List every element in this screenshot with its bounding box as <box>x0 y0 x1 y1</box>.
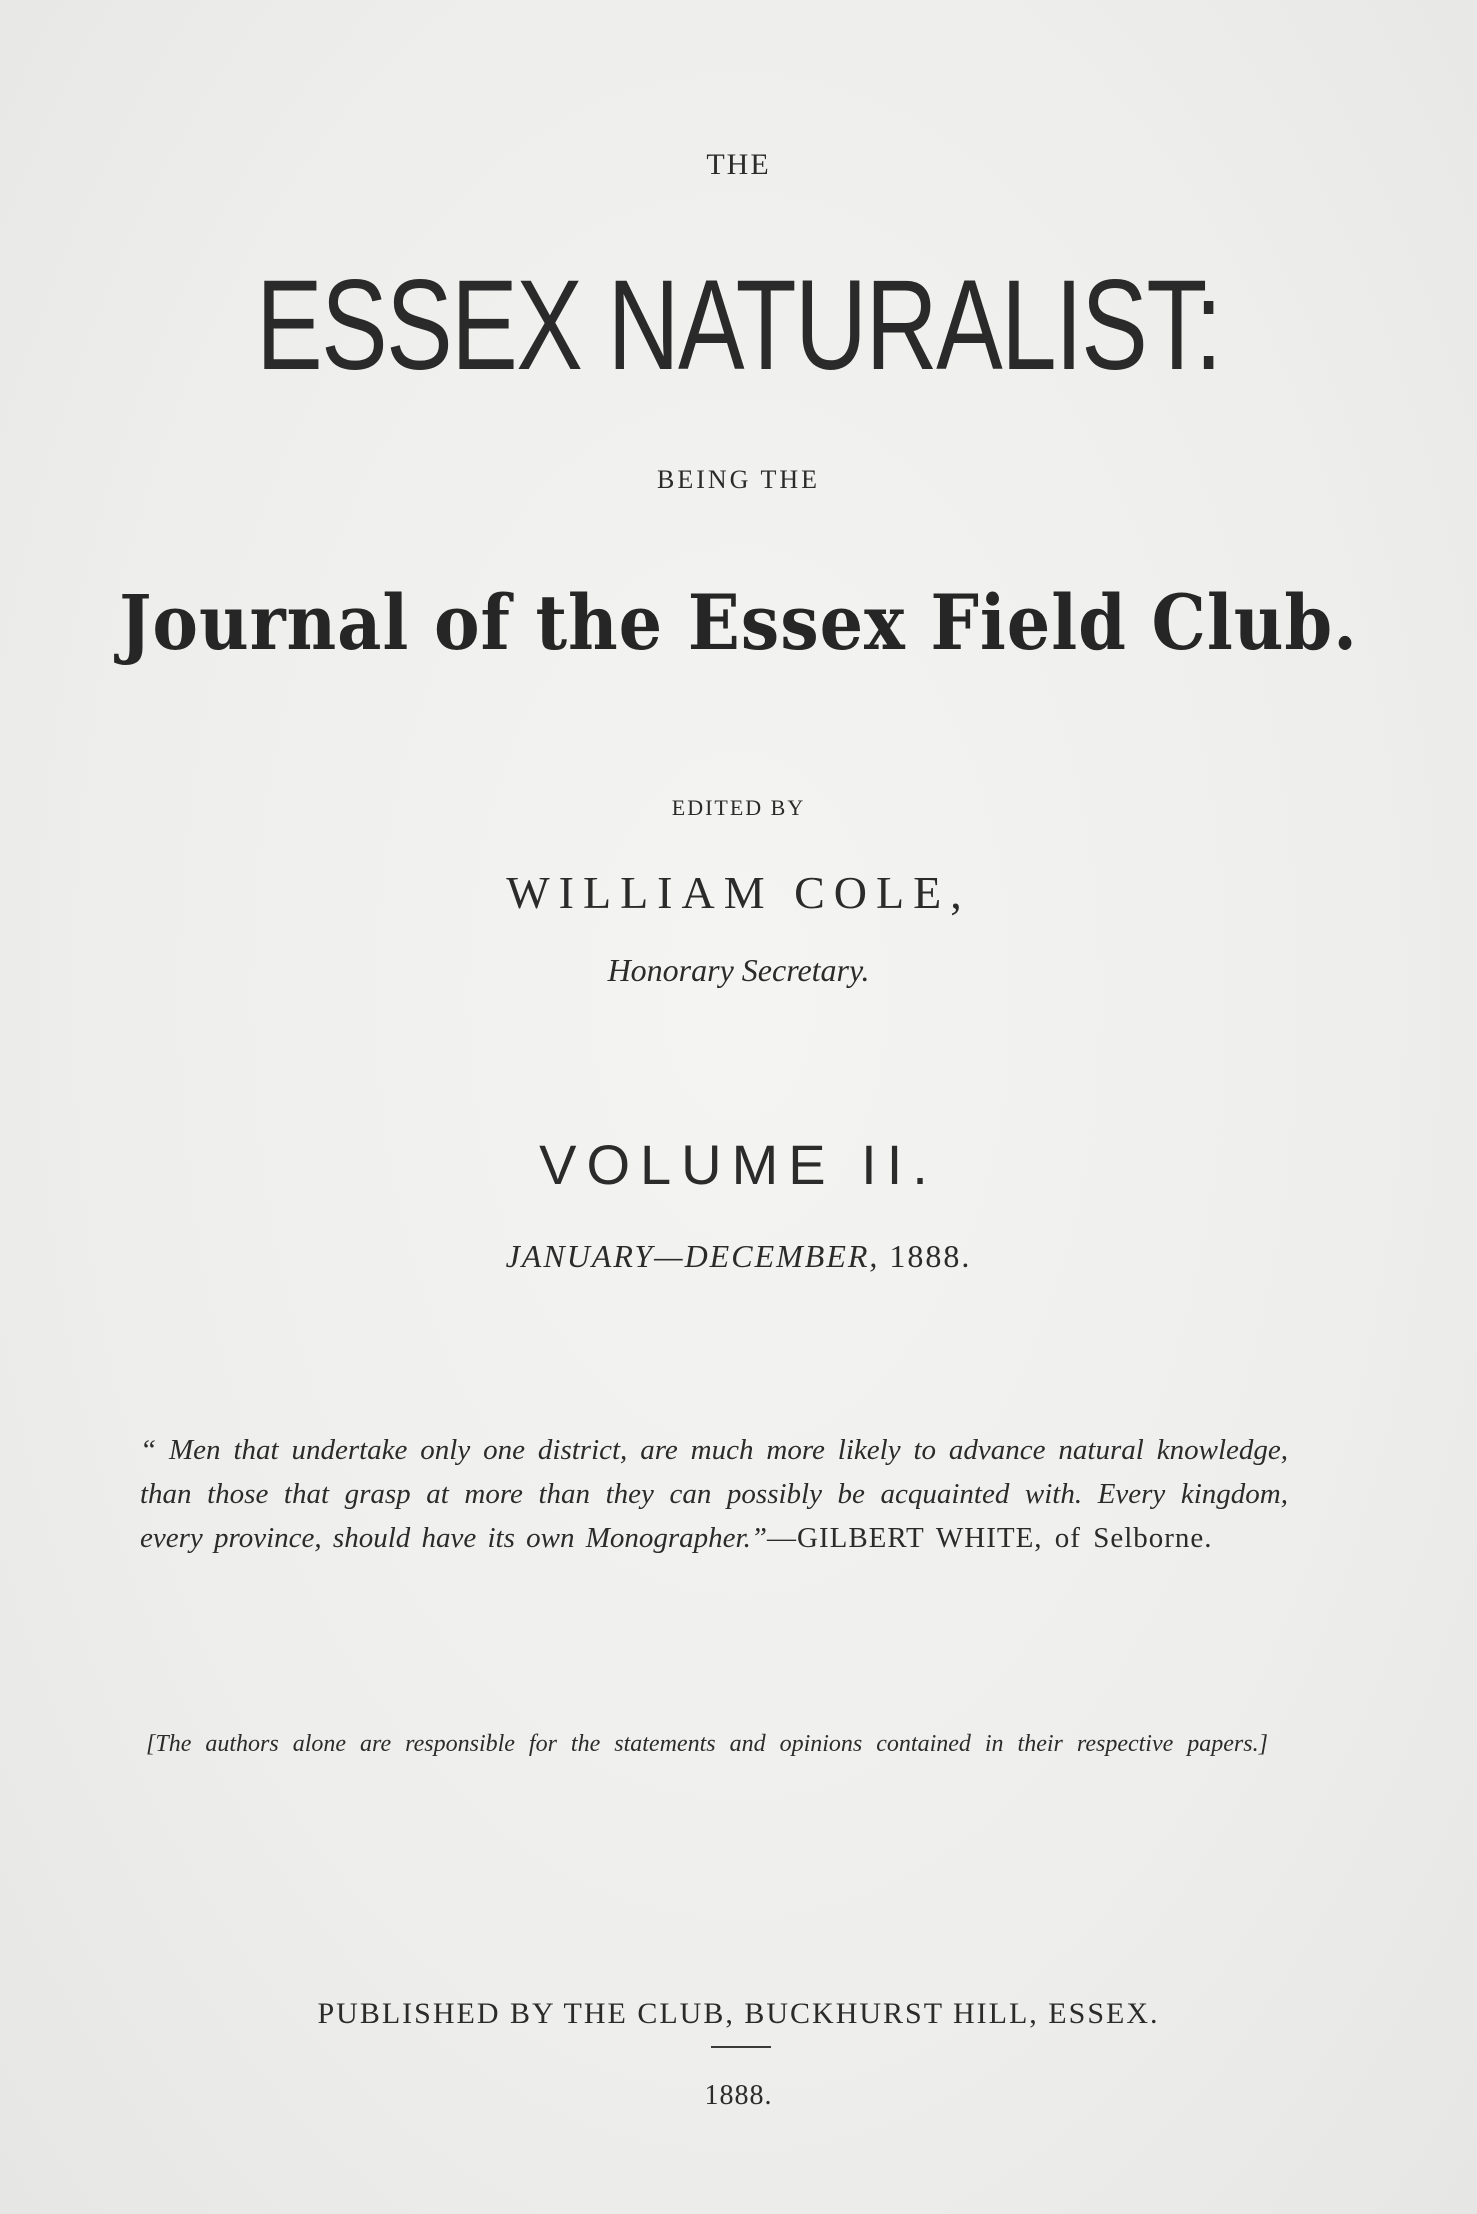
epigraph <box>140 1428 1288 1560</box>
epigraph-attribution: —GILBERT WHITE, of Selborne. <box>767 1522 1213 1554</box>
publisher-line: PUBLISHED BY THE CLUB, BUCKHURST HILL, ESSEX. <box>317 1997 1160 2030</box>
subtitle-prefix: BEING THE <box>656 465 820 494</box>
main-title: ESSEX NATURALIST: <box>256 254 1221 397</box>
volume-label: VOLUME II. <box>539 1133 938 1196</box>
date-range <box>0 1238 1477 1275</box>
disclaimer-note: [The authors alone are responsible for the statements and opinions contained in their respective papers.] <box>146 1731 1268 1757</box>
edited-by-label: EDITED BY <box>671 795 806 820</box>
epigraph-text: “ Men that undertake only one district, are much more likely to advance natural knowledge, than those that grasp at more than they can possibly be acquainted with. Every kingdom, every province, should have its own Monographer.” <box>140 1434 1288 1554</box>
journal-title: Journal of the Essex Field Club. <box>119 578 1358 667</box>
title-prefix: THE <box>706 148 771 181</box>
editor-name: WILLIAM COLE, <box>506 867 971 918</box>
publication-year: 1888. <box>704 2080 773 2111</box>
divider-rule <box>711 2046 771 2048</box>
date-range-months: JANUARY—DECEMBER, <box>505 1238 880 1274</box>
date-range-year: 1888. <box>889 1238 972 1274</box>
editor-role: Honorary Secretary. <box>607 952 870 988</box>
